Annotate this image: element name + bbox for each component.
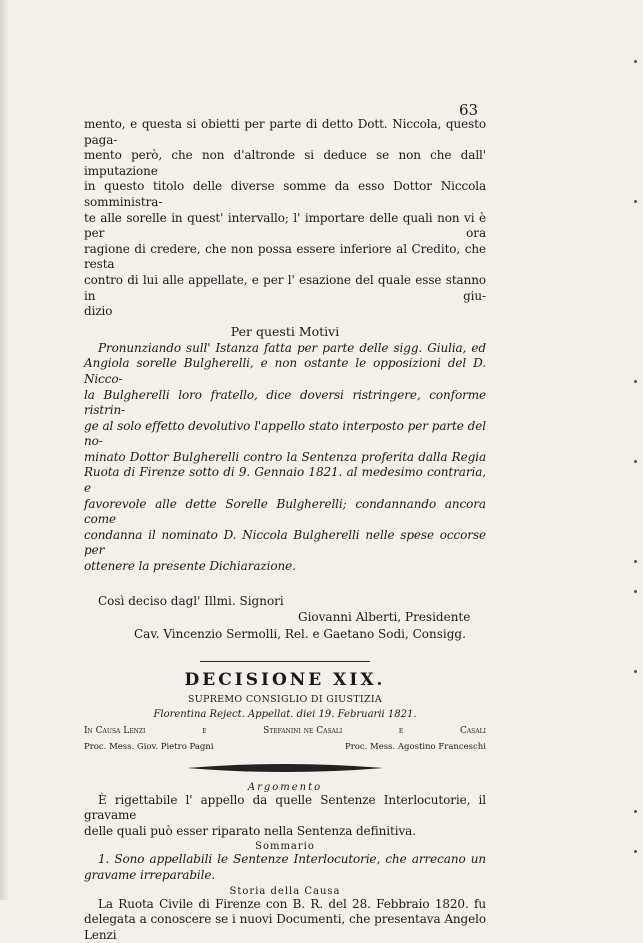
procurator-right: Proc. Mess. Agostino Franceschi (344, 741, 486, 752)
storia-heading: Storia della Causa (229, 885, 341, 897)
storia-paragraph (84, 897, 486, 943)
text-line: dizio (84, 304, 113, 319)
ornament-rule (185, 762, 385, 774)
text-line: mento però, che non d'altronde si deduce se non che dall' imputazione (84, 148, 486, 178)
case-reference: Florentina Reject. Appellat. diei 19. Februarii 1821. (153, 708, 417, 720)
sommario-paragraph (84, 852, 486, 883)
text-line: in questo titolo delle diverse somme da esso Dottor Niccola somministra- (84, 179, 486, 209)
party-sep-2: e (398, 725, 404, 736)
party-1: In Causa Lenzi (84, 725, 146, 736)
text-line: gravame irreparabile. (84, 868, 216, 882)
text-line: condanna il nominato D. Niccola Bulgherelli nelle spese occorse per (84, 527, 486, 558)
binding-holes (627, 50, 637, 870)
page-edge (0, 0, 8, 900)
text-line: delegata a conoscere se i nuovi Documenti, che presentava Angelo Lenzi (84, 912, 486, 942)
case-parties (84, 726, 486, 736)
text-line: te alle sorelle in quest' intervallo; l' importare delle quali non vi è per ora (84, 210, 486, 241)
text-line: ragione di credere, che non possa essere inferiore al Credito, che resta (84, 241, 486, 272)
text-line: La Ruota Civile di Firenze con B. R. del 28. Febbraio 1820. fu (98, 896, 486, 911)
page-number: 63 (459, 101, 479, 119)
text-line: Ruota di Firenze sotto di 9. Gennaio 1821. al medesimo contraria, e (84, 465, 486, 496)
motivi-paragraph (84, 341, 486, 575)
decision-title: DECISIONE XIX. (184, 669, 386, 690)
procurators (84, 742, 486, 752)
argomento-paragraph (84, 793, 486, 840)
text-line: favorevole alle dette Sorelle Bulgherelli; condannando ancora come (84, 496, 486, 527)
text-line: la Bulgherelli loro fratello, dice doversi ristringere, conforme ristrin- (84, 387, 486, 418)
party-2: Stefanini ne Casali (263, 725, 343, 736)
signature-president: Giovanni Alberti, Presidente (298, 609, 471, 624)
decided-line: Così deciso dagl' Illmi. Signori (98, 593, 284, 608)
text-line: Pronunziando sull' Istanza fatta per parte delle sigg. Giulia, ed (98, 340, 486, 355)
text-line: ge al solo effetto devolutivo l'appello stato interposto per parte del no- (84, 418, 486, 449)
text-line: È rigettabile l' appello da quelle Sentenze Interlocutorie, il gravame (84, 792, 486, 823)
court-name: SUPREMO CONSIGLIO DI GIUSTIZIA (187, 693, 383, 705)
text-line: delle quali può esser riparato nella Sentenza definitiva. (84, 823, 416, 838)
text-line: 1. Sono appellabili le Sentenze Interlocutorie, che arrecano un (98, 852, 486, 867)
party-sep-1: e (202, 725, 207, 736)
page-body (84, 117, 486, 943)
sommario-heading: Sommario (255, 841, 315, 853)
signature-councillors: Cav. Vincenzio Sermolli, Rel. e Gaetano Sodi, Consigg. (134, 626, 466, 641)
text-line: minato Dottor Bulgherelli contro la Sentenza proferita dalla Regia (84, 449, 486, 464)
opening-paragraph (84, 117, 486, 320)
divider (200, 661, 370, 662)
procurator-left: Proc. Mess. Giov. Pietro Pagni (84, 741, 214, 752)
text-line: Angiola sorelle Bulgherelli, e non ostante le opposizioni del D. Nicco- (84, 356, 486, 386)
text-line: mento, e questa si obietti per parte di detto Dott. Niccola, questo paga- (84, 117, 486, 147)
text-line: contro di lui alle appellate, e per l' esazione del quale esse stanno in giu- (84, 272, 486, 303)
text-line: ottenere la presente Dichiarazione. (84, 559, 296, 574)
party-3: Casali (459, 725, 486, 736)
argomento-heading: Argomento (247, 781, 323, 793)
motivi-heading: Per questi Motivi (230, 323, 340, 339)
